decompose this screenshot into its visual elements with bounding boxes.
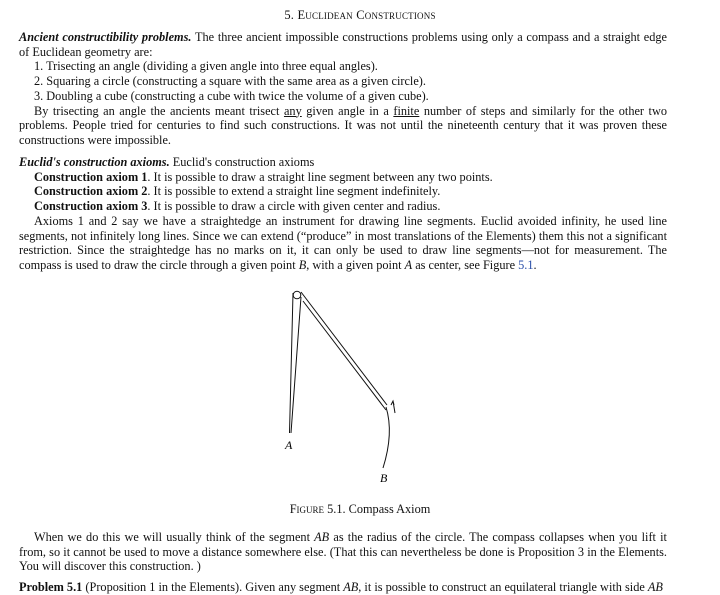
emphasis-any: any [283, 103, 302, 118]
caption-label: Figure 5.1. [289, 502, 346, 516]
problem-item: 1. Trisecting an angle (dividing a given angle into three equal angles). [34, 59, 378, 74]
section-compass-usage [19, 530, 667, 595]
section-heading: Ancient constructibility problems [19, 30, 189, 44]
chapter-title: Euclidean Constructions [297, 8, 436, 22]
compass-diagram [270, 283, 420, 488]
problem-statement: Problem 5.1 (Proposition 1 in the Elements). Given any segment AB, it is possible to construct an equilateral triangle with side AB [19, 580, 663, 595]
figure-caption [0, 502, 720, 517]
straightedge-paragraph: Axioms 1 and 2 say we have a straightedge an instrument for drawing line segments. Euclid avoided infinity, he used line segments, not infinitely long lines. Since we can extend (“produce” in most translations of the Elements) them this not a significant restriction. Since the straightedge has no marks on it, it can only be used to draw line segments—not for measurement. The compass is used to draw the circle through a given point B, with a given point A as center, see Figure 5.1. [19, 213, 667, 272]
compass-left-leg [290, 293, 302, 433]
segment-ab: AB [314, 530, 330, 544]
axiom-item: Construction axiom 2. It is possible to extend a straight line segment indefinitely. [34, 184, 441, 199]
caption-text: Compass Axiom [348, 502, 431, 516]
ancient-intro-paragraph: Ancient constructibility problems. The three ancient impossible constructions problems using only a compass and a straight edge of Euclidean geometry are: [19, 30, 667, 59]
axiom-item: Construction axiom 3. It is possible to draw a circle with given center and radius. [34, 199, 441, 214]
section-heading: Euclid's construction axioms [19, 155, 167, 169]
compass-figure [270, 283, 420, 488]
problem-item: 2. Squaring a circle (constructing a square with the same area as a given circle). [34, 74, 426, 89]
axioms-intro: Euclid's construction axioms. Euclid's construction axioms [19, 155, 315, 169]
problem-item: 3. Doubling a cube (constructing a cube with twice the volume of a given cube). [34, 88, 429, 103]
axiom-item: Construction axiom 1. It is possible to draw a straight line segment between any two points. [34, 169, 493, 184]
section-ancient-problems [19, 30, 667, 148]
figure-reference-link[interactable]: 5.1 [518, 257, 534, 272]
label-b: B [380, 471, 388, 485]
problem-label: Problem 5.1 [19, 580, 83, 595]
intro-text: The three ancient impossible constructions problems using only a compass and a straight edge of Euclidean geometry are: [19, 30, 667, 59]
trisect-paragraph: By trisecting an angle the ancients meant trisect any given angle in a finite number of steps and similarly for the other two problems. People tried for centuries to find such constructions. It was not until the nineteenth century that it was proven these constructions were impossible. [19, 103, 667, 147]
chapter-number: 5. [284, 8, 295, 22]
compass-paragraph: When we do this we will usually think of the segment AB as the radius of the circle. The compass collapses when you lift it from, so it cannot be used to move a distance somewhere else. (That this can nevertheless be done is Proposition 3 in the Elements. You will discover this construction. ) [19, 530, 667, 574]
section-construction-axioms [19, 155, 667, 273]
compass-right-leg [301, 292, 387, 410]
running-head [0, 8, 720, 23]
circle-arc [383, 407, 389, 468]
point-a: A [404, 257, 413, 272]
compass-hinge [293, 291, 301, 299]
label-a: A [285, 438, 293, 452]
direction-arrow-icon [391, 401, 395, 413]
emphasis-finite: finite [393, 103, 420, 118]
point-b: B [298, 257, 307, 272]
